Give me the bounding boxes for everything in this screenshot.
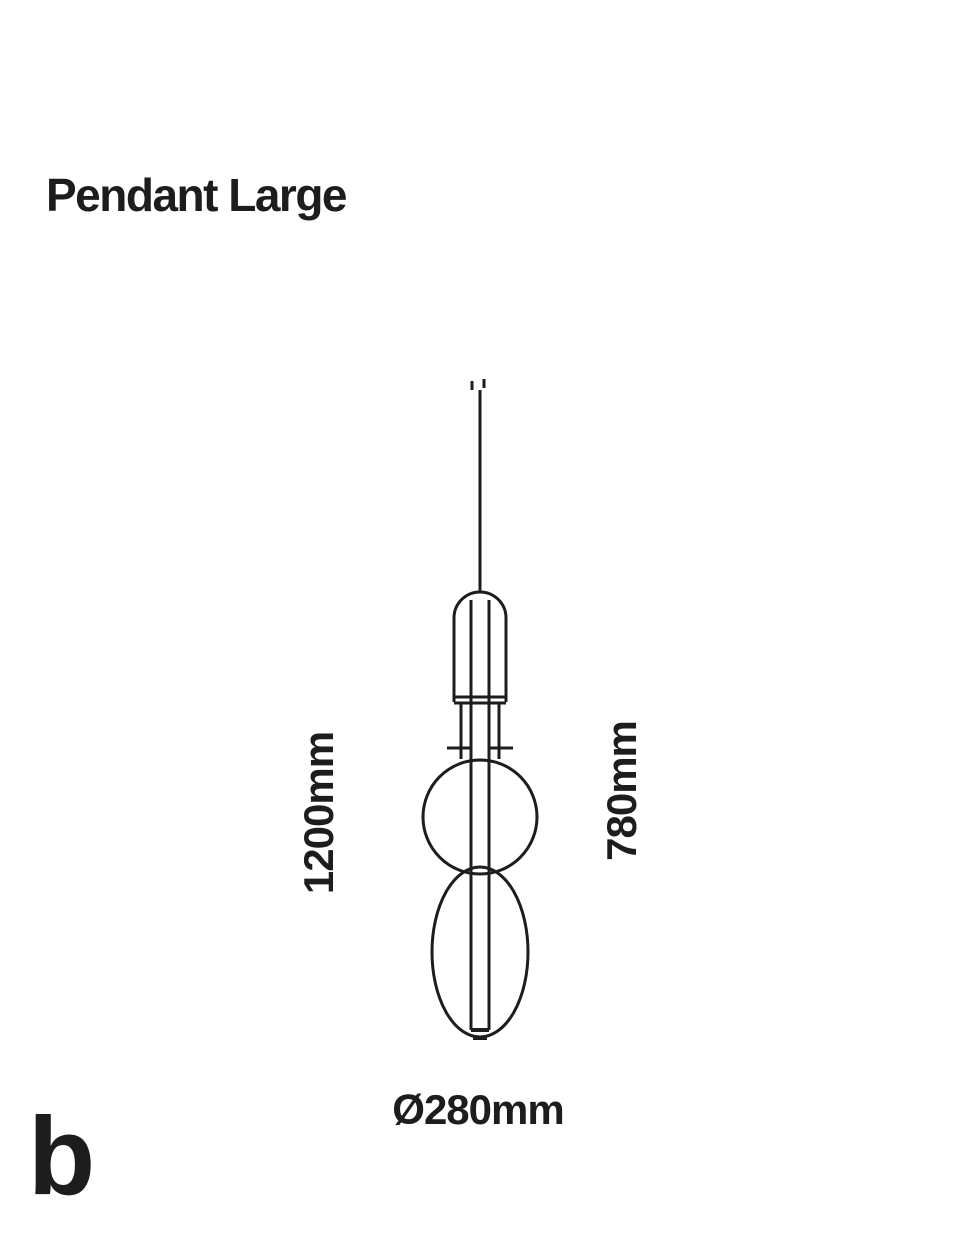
neck-outline bbox=[461, 703, 499, 759]
cord-break-mark bbox=[472, 379, 484, 390]
inner-tube-lines bbox=[471, 600, 489, 1030]
dimension-fixture-height: 780mm bbox=[598, 721, 645, 861]
tube-seam-lines bbox=[454, 697, 506, 703]
lower-shade-outline bbox=[432, 867, 528, 1037]
inner-tube-bottom-cap bbox=[471, 1030, 489, 1038]
brand-logo-b: b bbox=[28, 1095, 96, 1218]
page-title: Pendant Large bbox=[46, 169, 347, 221]
upper-tube-outline bbox=[454, 592, 506, 702]
sphere-shade-outline bbox=[423, 760, 537, 874]
dimension-total-height: 1200mm bbox=[295, 731, 342, 895]
dimension-shade-diameter: Ø280mm bbox=[392, 1086, 564, 1133]
